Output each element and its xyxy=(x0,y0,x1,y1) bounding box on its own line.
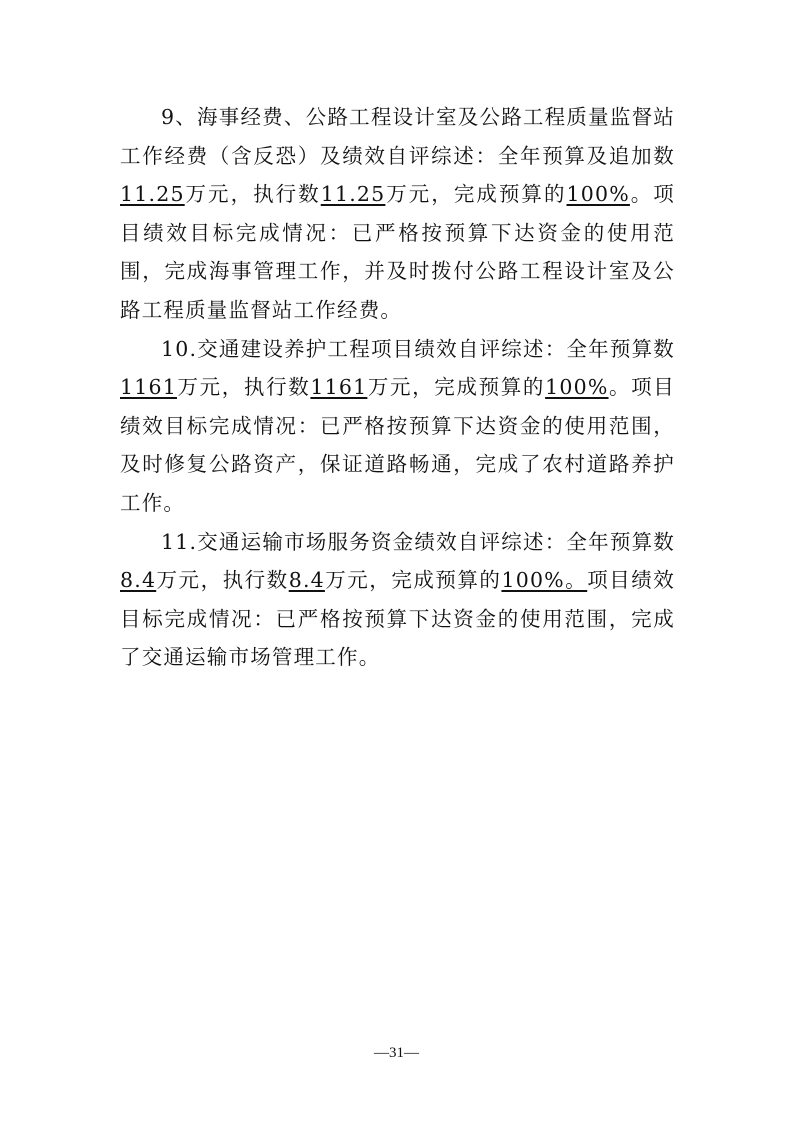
executed-amount: 8.4 xyxy=(288,568,325,593)
paragraph-text: 万元，执行数 xyxy=(156,568,289,593)
completion-rate: 100%。 xyxy=(501,568,588,593)
paragraph-text: 项目绩效目标完成情况：已严格按预算下达资金的使用范围，完成了交通运输市场管理工作。 xyxy=(120,568,675,670)
paragraph-11-transport-market xyxy=(120,523,675,677)
page-number: —31— xyxy=(374,1045,419,1061)
budget-amount: 11.25 xyxy=(120,182,185,207)
paragraph-text: 。项目绩效目标完成情况：已严格按预算下达资金的使用范围，完成海事管理工作，并及时拨付公路工程设计室及公路工程质量监督站工作经费。 xyxy=(120,182,675,322)
completion-rate: 100% xyxy=(545,375,609,400)
paragraph-text: 万元，完成预算的 xyxy=(385,182,567,207)
completion-rate: 100% xyxy=(566,182,630,207)
paragraph-9-maritime-funds xyxy=(120,98,675,330)
paragraph-text: 万元，完成预算的 xyxy=(324,568,502,593)
paragraph-text: 10.交通建设养护工程项目绩效自评综述：全年预算数 xyxy=(161,336,675,361)
executed-amount: 1161 xyxy=(310,375,368,400)
paragraph-text: 11.交通运输市场服务资金绩效自评综述：全年预算数 xyxy=(161,529,675,554)
executed-amount: 11.25 xyxy=(320,182,386,207)
paragraph-10-road-maintenance xyxy=(120,330,675,523)
paragraph-text: 万元，执行数 xyxy=(176,375,311,400)
budget-amount: 1161 xyxy=(120,375,177,400)
paragraph-text: 万元，完成预算的 xyxy=(367,375,546,400)
paragraph-text: 9、海事经费、公路工程设计室及公路工程质量监督站工作经费（含反恐）及绩效自评综述：全年预算及追加数 xyxy=(120,105,675,168)
paragraph-text: 。项目绩效目标完成情况：已严格按预算下达资金的使用范围，及时修复公路资产，保证道路畅通，完成了农村道路养护工作。 xyxy=(120,375,675,515)
paragraph-text: 万元，执行数 xyxy=(184,182,321,207)
document-body xyxy=(120,98,675,677)
budget-amount: 8.4 xyxy=(120,568,157,593)
